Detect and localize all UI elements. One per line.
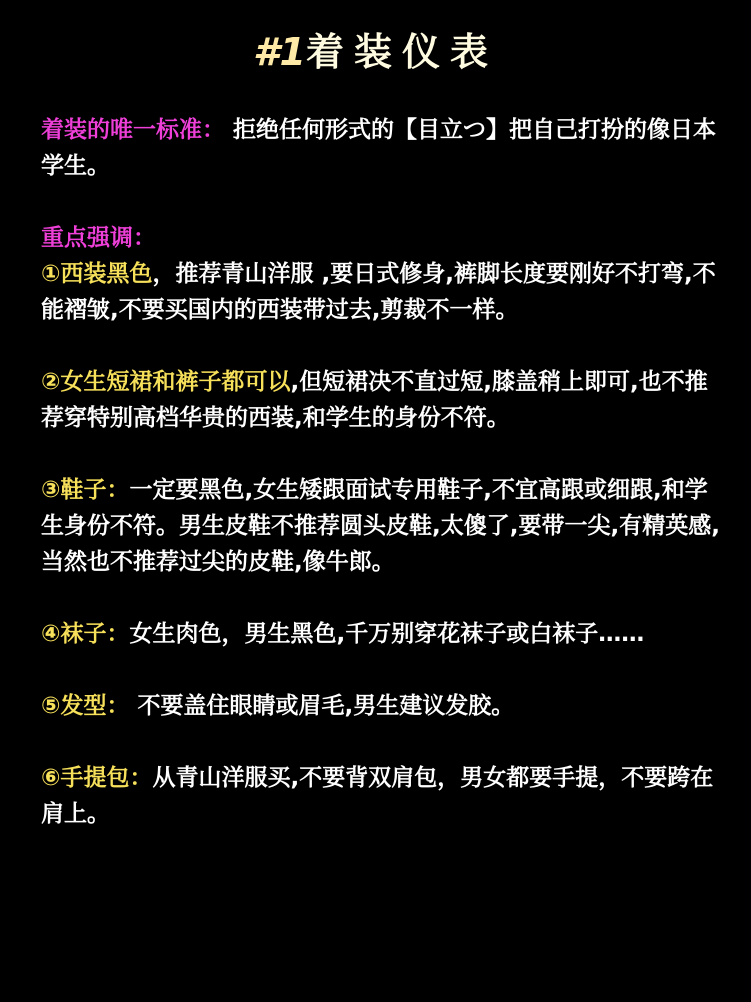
item-text: 女生肉色，男生黑色,千万别穿花袜子或白袜子…… (129, 621, 645, 647)
item-text: 不要盖住眼睛或眉毛,男生建议发胶。 (129, 693, 515, 719)
item-text: ，推荐青山洋服 ,要日式修身,裤脚长度要刚好不打弯,不能褶皱,不要买国内的西装带过去,剪裁不一样。 (41, 261, 716, 323)
item-socks (41, 616, 721, 652)
emphasis-heading (41, 220, 721, 256)
item-hair (41, 688, 721, 724)
item-label: ①西装黑色 (41, 261, 153, 287)
item-suit (41, 256, 721, 328)
intro-paragraph (41, 112, 721, 184)
emphasis-label: 重点强调： (41, 225, 156, 251)
document-body (41, 112, 721, 868)
intro-label: 着装的唯一标准： (41, 117, 225, 143)
item-shoes (41, 472, 721, 580)
item-skirt (41, 364, 721, 436)
item-text: 一定要黑色,女生矮跟面试专用鞋子,不宜高跟或细跟,和学生身份不符。男生皮鞋不推荐圆头皮鞋,太傻了,要带一尖,有精英感,当然也不推荐过尖的皮鞋,像牛郎。 (41, 477, 720, 575)
item-label: ③鞋子： (41, 477, 130, 503)
item-text: ,但短裙决不直过短,膝盖稍上即可,也不推荐穿特别高档华贵的西装,和学生的身份不符。 (41, 369, 708, 431)
title-hash: #1 (253, 30, 306, 74)
page-title (0, 22, 751, 82)
title-text: 着装仪表 (305, 30, 498, 74)
item-bag (41, 760, 721, 832)
intro-text: 拒绝任何形式的【目立つ】把自己打扮的像日本学生。 (41, 117, 717, 179)
item-label: ④袜子： (41, 621, 130, 647)
item-label: ②女生短裙和裤子都可以 (41, 369, 291, 395)
item-label: ⑥手提包： (41, 765, 153, 791)
item-label: ⑤发型： (41, 693, 130, 719)
item-text: 从青山洋服买,不要背双肩包，男女都要手提，不要跨在肩上。 (41, 765, 714, 827)
